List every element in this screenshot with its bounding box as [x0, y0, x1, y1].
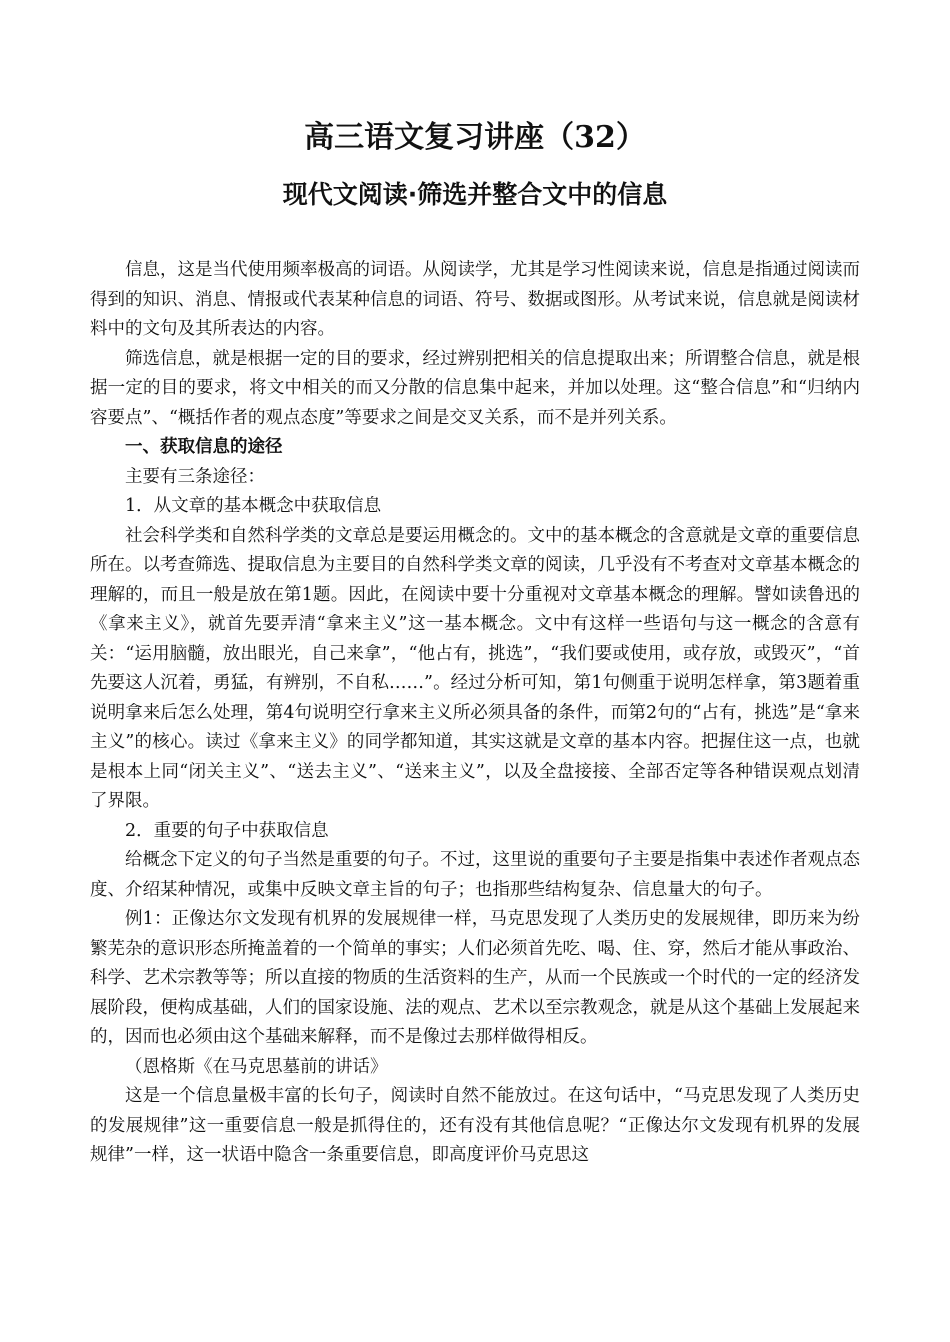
paragraph: 社会科学类和自然科学类的文章总是要运用概念的。文中的基本概念的含意就是文章的重要信息所在。以考查筛选、提取信息为主要目的自然科学类文章的阅读，几乎没有不考查对文章基本概念的理解的，而且一般是放在第1题。因此，在阅读中要十分重视对文章基本概念的理解。譬如读鲁迅的《拿来主义》，就首先要弄清“拿来主义”这一基本概念。文中有这样一些语句与这一概念的含意有关：“运用脑髓，放出眼光，自己来拿”，“他占有，挑选”，“我们要或使用，或存放，或毁灭”，“首先要这人沉着，勇猛，有辨别，不自私……”。经过分析可知，第1句侧重于说明怎样拿，第3题着重说明拿来后怎么处理，第4句说明空行拿来主义所必须具备的条件，而第2句的“占有，挑选”是“拿来主义”的核心。读过《拿来主义》的同学都知道，其实这就是文章的基本内容。把握住这一点，也就是根本上同“闭关主义”、“送去主义”、“送来主义”，以及全盘接接、全部否定等各种错误观点划清了界限。	[90, 525, 860, 811]
document-subtitle: 现代文阅读·筛选并整合文中的信息	[282, 180, 668, 209]
paragraph-intro: 信息，这是当代使用频率极高的词语。从阅读学，尤其是学习性阅读来说，信息是指通过阅读而得到的知识、消息、情报或代表某种信息的词语、符号、数据或图形。从考试来说，信息就是阅读材料中的文句及其所表达的内容。	[90, 260, 860, 339]
document-body	[90, 256, 860, 1171]
section-heading: 一、获取信息的途径	[125, 437, 283, 457]
paragraph: 主要有三条途径：	[125, 466, 265, 487]
paragraph: 这是一个信息量极丰富的长句子，阅读时自然不能放过。在这句话中，“马克思发现了人类历史的发展规律”这一重要信息一般是抓得住的，还有没有其他信息呢？“正像达尔文发现有机界的发展规律”一样，这一状语中隐含一条重要信息，即高度评价马克思这	[90, 1086, 860, 1165]
citation: （恩格斯《在马克思墓前的讲话》	[125, 1056, 388, 1077]
paragraph: 给概念下定义的句子当然是重要的句子。不过，这里说的重要句子主要是指集中表述作者观点态度、介绍某种情况，或集中反映文章主旨的句子；也指那些结构复杂、信息量大的句子。	[90, 850, 860, 900]
document-title: 高三语文复习讲座（32）	[304, 120, 646, 155]
example-paragraph: 例1：正像达尔文发现有机界的发展规律一样，马克思发现了人类历史的发展规律，即历来为纷繁芜杂的意识形态所掩盖着的一个简单的事实；人们必须首先吃、喝、住、穿，然后才能从事政治、科学、艺术宗教等等；所以直接的物质的生活资料的生产，从而一个民族或一个时代的一定的经济发展阶段，便构成基础，人们的国家设施、法的观点、艺术以至宗教观念，就是从这个基础上发展起来的，因而也必须由这个基础来解释，而不是像过去那样做得相反。	[90, 909, 860, 1047]
paragraph-definition: 筛选信息，就是根据一定的目的要求，经过辨别把相关的信息提取出来；所谓整合信息，就是根据一定的目的要求，将文中相关的而又分散的信息集中起来，并加以处理。这“整合信息”和“归纳内容要点”、“概括作者的观点态度”等要求之间是交叉关系，而不是并列关系。	[90, 348, 860, 428]
subsection-heading: 1．从文章的基本概念中获取信息	[125, 496, 382, 516]
subsection-heading: 2．重要的句子中获取信息	[125, 820, 329, 841]
